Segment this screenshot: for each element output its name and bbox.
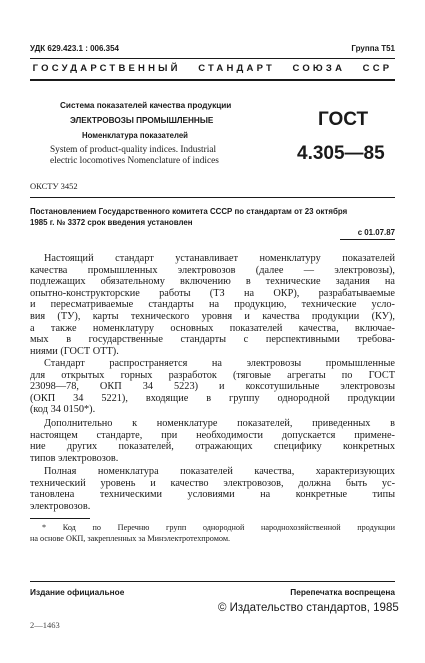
paragraph-line: ниями (ГОСТ ОТТ). <box>30 345 119 357</box>
paragraph-2 <box>30 358 395 416</box>
paragraph-3 <box>30 418 395 464</box>
paragraph-line: для открытых горных разработок (тяговые агрегаты по ГОСТ <box>30 369 395 381</box>
paragraph-line: Стандарт распространяется на электровозы промышленные <box>44 358 395 369</box>
gost-number: 4.305—85 <box>297 143 385 164</box>
footnote <box>30 523 395 544</box>
paragraph-line: подлежащих обязательному включению в технические задания на <box>30 276 395 288</box>
official-edition: Издание официальное <box>30 587 125 597</box>
decree <box>30 207 395 228</box>
footnote-line: на основе ОКП, закрепленных за Минэлектротехпромом. <box>30 533 231 543</box>
paragraph-line: 23098—78, ОКП 34 5223) и коксотушильные электровозы <box>30 381 395 393</box>
paragraph-line: типов электровозов. <box>30 452 119 464</box>
banner-rule <box>30 79 395 81</box>
paragraph-line: качества промышленных электровозов (далее — электровозы), <box>30 264 395 276</box>
effective-date: с 01.07.87 <box>357 228 395 237</box>
paragraph-line: мых в государственные стандарты с перспективными требова- <box>30 334 395 346</box>
paragraph-1 <box>30 253 395 357</box>
main-title: ЭЛЕКТРОВОЗЫ ПРОМЫШЛЕННЫЕ <box>70 116 214 125</box>
paragraph-line: Полная номенклатура показателей качества, характеризующих <box>44 466 395 477</box>
footer-rule <box>30 581 395 582</box>
paragraph-line: тановлена техническими условиями на конкретные типы <box>30 489 395 501</box>
decree-line: 1985 г. № 3372 срок введения установлен <box>30 217 193 227</box>
paragraph-line: (ОКП 34 5221), входящие в группу однородной продукции <box>30 392 395 404</box>
paragraph-line: вия (ТУ), карты технического уровня и качества продукции (КУ), <box>30 310 395 322</box>
date-underline <box>340 239 395 240</box>
paragraph-line: (код 34 0150*). <box>30 404 96 416</box>
reprint-notice: Перепечатка воспрещена <box>290 587 395 597</box>
paragraph-line: ние других показателей, отражающих специфику конкретных <box>30 441 395 453</box>
group-code: Группа Т51 <box>351 44 395 53</box>
paragraph-line: электровозов. <box>30 500 91 512</box>
system-line: Система показателей качества продукции <box>60 101 232 110</box>
okstu-rule <box>30 197 395 198</box>
publisher-line: © Издательство стандартов, 1985 <box>218 602 399 614</box>
paragraph-4 <box>30 466 395 512</box>
paragraph-line: и пересматриваемые стандарты на продукцию, технические усло- <box>30 299 395 311</box>
paragraph-line: технический уровень и качество электровозов, должна быть ус- <box>30 477 395 489</box>
paragraph-line: Настоящий стандарт устанавливает номенклатуру показателей <box>44 253 395 264</box>
udk-code: УДК 629.423.1 : 006.354 <box>30 44 119 53</box>
paragraph-line: а также номенклатуру основных показателей качества, включае- <box>30 322 395 334</box>
paragraph-line: настоящем стандарте, при необходимости допускается примене- <box>30 429 395 441</box>
footnote-line: * Код по Перечню групп однородной народнохозяйственной продукции <box>42 523 395 532</box>
top-rule <box>30 58 395 59</box>
gost-label: ГОСТ <box>318 109 369 130</box>
english-title-line: System of product-quality indices. Industrial <box>50 145 217 155</box>
print-code: 2—1463 <box>30 620 60 630</box>
english-title <box>50 145 219 167</box>
footnote-rule <box>30 518 90 519</box>
standard-banner: ГОСУДАРСТВЕННЫЙ СТАНДАРТ СОЮЗА ССР <box>32 63 393 74</box>
decree-line: Постановлением Государственного комитета СССР по стандартам от 23 октября <box>30 207 348 216</box>
paragraph-line: опытно-конструкторские работы (ТЗ на ОКР), разрабатываемые <box>30 287 395 299</box>
english-title-line: electric locomotives Nomenclature of indices <box>50 156 219 166</box>
subtitle: Номенклатура показателей <box>82 131 188 140</box>
paragraph-line: Дополнительно к номенклатуре показателей, приведенных в <box>44 418 395 429</box>
okstu-code: ОКСТУ 3452 <box>30 181 78 191</box>
